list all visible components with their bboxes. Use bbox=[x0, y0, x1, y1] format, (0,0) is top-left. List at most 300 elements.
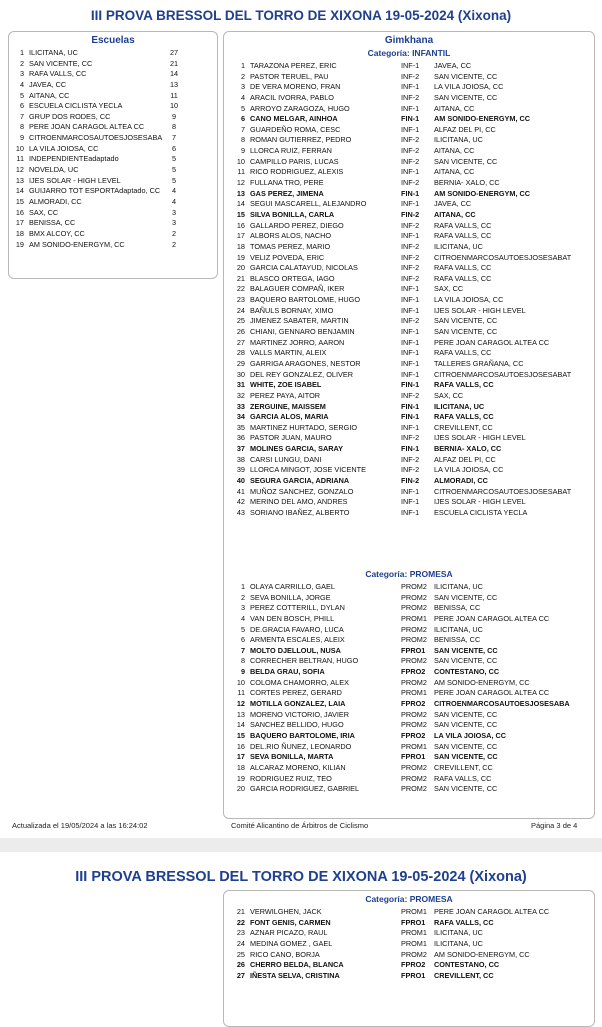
rider-position: 6 bbox=[240, 635, 245, 645]
rider-club: LA VILA JOIOSA, CC bbox=[434, 295, 504, 305]
page-number: Página 3 de 4 bbox=[531, 821, 578, 830]
rider-row bbox=[224, 667, 594, 678]
rider-row bbox=[224, 146, 594, 157]
rider-club: SAN VICENTE, CC bbox=[434, 656, 498, 666]
rider-row bbox=[224, 327, 594, 338]
school-points: 3 bbox=[171, 218, 177, 228]
rider-position: 17 bbox=[236, 231, 245, 241]
rank-position: 3 bbox=[19, 69, 24, 79]
rider-category: INF-2 bbox=[401, 390, 420, 400]
rider-club: TALLERES GRAÑANA, CC bbox=[434, 358, 524, 368]
rider-category: INF-2 bbox=[401, 241, 420, 251]
school-points: 7 bbox=[171, 133, 177, 143]
school-name: ALMORADI, CC bbox=[29, 196, 82, 206]
school-points: 8 bbox=[171, 122, 177, 132]
rider-category: FIN-1 bbox=[401, 401, 420, 411]
rider-club: RAFA VALLS, CC bbox=[434, 231, 492, 241]
rider-category: INF-1 bbox=[401, 124, 420, 134]
rider-category: INF-1 bbox=[401, 422, 420, 432]
rider-category: INF-2 bbox=[401, 178, 420, 188]
rider-category: PROM1 bbox=[401, 928, 427, 938]
rider-category: FPRO2 bbox=[401, 667, 426, 677]
rider-name: LLORCA RUIZ, FERRAN bbox=[250, 146, 332, 156]
rider-position: 39 bbox=[236, 465, 245, 475]
rider-row bbox=[224, 199, 594, 210]
rider-name: VELIZ POVEDA, ERIC bbox=[250, 252, 325, 262]
school-row bbox=[9, 165, 217, 176]
rank-position: 16 bbox=[15, 207, 24, 217]
rider-row bbox=[224, 295, 594, 306]
rank-position: 19 bbox=[15, 239, 24, 249]
rider-position: 22 bbox=[236, 284, 245, 294]
school-name: SAN VICENTE, CC bbox=[29, 58, 93, 68]
rider-category: FIN-1 bbox=[401, 444, 420, 454]
rider-position: 38 bbox=[236, 454, 245, 464]
rider-club: SAN VICENTE, CC bbox=[434, 752, 498, 762]
rider-name: SILVA BONILLA, CARLA bbox=[250, 209, 335, 219]
infantil-results-list bbox=[224, 61, 594, 519]
rider-name: RICO RODRIGUEZ, ALEXIS bbox=[250, 167, 344, 177]
rider-position: 2 bbox=[240, 592, 245, 602]
rider-position: 1 bbox=[240, 582, 245, 591]
rider-row bbox=[224, 603, 594, 614]
rider-row bbox=[224, 960, 594, 971]
rider-name: RICO CANO, BORJA bbox=[250, 949, 320, 959]
rider-name: MARTINEZ HURTADO, SERGIO bbox=[250, 422, 358, 432]
rider-row bbox=[224, 582, 594, 593]
school-row bbox=[9, 176, 217, 187]
rider-row bbox=[224, 93, 594, 104]
rider-name: VALLS MARTIN, ALEIX bbox=[250, 348, 327, 358]
rider-position: 26 bbox=[236, 960, 245, 970]
rider-name: BELDA GRAU, SOFIA bbox=[250, 667, 325, 677]
rider-category: INF-2 bbox=[401, 454, 420, 464]
rider-name: DE.GRACIA FAVARO, LUCA bbox=[250, 624, 344, 634]
rider-name: MOLINES GARCIA, SARAY bbox=[250, 444, 343, 454]
rider-name: ZERGUINE, MAISSEM bbox=[250, 401, 326, 411]
rider-name: CHERRO BELDA, BLANCA bbox=[250, 960, 344, 970]
rider-position: 7 bbox=[240, 124, 245, 134]
rider-name: GUARDEÑO ROMA, CESC bbox=[250, 124, 341, 134]
rider-name: PASTOR JUAN, MAURO bbox=[250, 433, 332, 443]
page-title-continued: III PROVA BRESSOL DEL TORRO DE XIXONA 19-05-2024 (Xixona) bbox=[75, 869, 527, 885]
rider-club: ALMORADI, CC bbox=[434, 475, 488, 485]
rider-category: PROM2 bbox=[401, 656, 427, 666]
rider-row bbox=[224, 242, 594, 253]
rider-position: 41 bbox=[236, 486, 245, 496]
rider-row bbox=[224, 752, 594, 763]
rider-name: BAÑULS BORNAY, XIMO bbox=[250, 305, 334, 315]
rider-position: 35 bbox=[236, 422, 245, 432]
school-row bbox=[9, 101, 217, 112]
school-row bbox=[9, 122, 217, 133]
rider-row bbox=[224, 402, 594, 413]
rank-position: 10 bbox=[15, 143, 24, 153]
rider-category: INF-1 bbox=[401, 284, 420, 294]
rider-club: ILICITANA, UC bbox=[434, 241, 483, 251]
rider-position: 22 bbox=[236, 917, 245, 927]
rider-club: RAFA VALLS, CC bbox=[434, 773, 492, 783]
rank-position: 8 bbox=[19, 122, 24, 132]
gimkhana-header: Gimkhana bbox=[384, 35, 434, 46]
rider-position: 4 bbox=[240, 613, 245, 623]
rider-row bbox=[224, 710, 594, 721]
rider-row bbox=[224, 646, 594, 657]
rider-category: PROM2 bbox=[401, 720, 427, 730]
rider-category: FPRO2 bbox=[401, 730, 426, 740]
rider-position: 4 bbox=[240, 92, 245, 102]
rider-club: CONTESTANO, CC bbox=[434, 960, 500, 970]
rider-category: FPRO1 bbox=[401, 917, 426, 927]
rider-name: MUÑOZ SANCHEZ, GONZALO bbox=[250, 486, 354, 496]
school-points: 27 bbox=[169, 48, 179, 57]
school-name: LA VILA JOIOSA, CC bbox=[29, 143, 99, 153]
rider-category: PROM2 bbox=[401, 582, 427, 591]
rider-position: 18 bbox=[236, 762, 245, 772]
rider-category: PROM2 bbox=[401, 773, 427, 783]
rider-club: SAN VICENTE, CC bbox=[434, 784, 498, 794]
committee-name: Comité Alicantino de Árbitros de Ciclismo bbox=[231, 821, 369, 830]
rank-position: 13 bbox=[15, 175, 24, 185]
rider-club: SAN VICENTE, CC bbox=[434, 741, 498, 751]
rank-position: 1 bbox=[19, 48, 24, 57]
rank-position: 5 bbox=[19, 90, 24, 100]
rider-name: BAQUERO BARTOLOME, IRIA bbox=[250, 730, 355, 740]
rider-position: 3 bbox=[240, 603, 245, 613]
rider-name: VERWILGHEN, JACK bbox=[250, 907, 322, 916]
rider-position: 9 bbox=[240, 667, 245, 677]
rider-row bbox=[224, 918, 594, 929]
rider-name: SEGURA GARCIA, ADRIANA bbox=[250, 475, 350, 485]
rider-club: LA VILA JOIOSA, CC bbox=[434, 82, 504, 92]
rider-row bbox=[224, 593, 594, 604]
rider-name: WHITE, ZOE ISABEL bbox=[250, 380, 322, 390]
rider-row bbox=[224, 971, 594, 982]
rider-name: LLORCA MINGOT, JOSE VICENTE bbox=[250, 465, 366, 475]
rider-position: 11 bbox=[237, 167, 245, 177]
rider-club: SAN VICENTE, CC bbox=[434, 709, 498, 719]
rider-position: 23 bbox=[236, 928, 245, 938]
rider-name: SEVA BONILLA, JORGE bbox=[250, 592, 331, 602]
rider-name: CORTES PEREZ, GERARD bbox=[250, 688, 342, 698]
rider-row bbox=[224, 444, 594, 455]
rider-row bbox=[224, 274, 594, 285]
rider-position: 40 bbox=[236, 475, 245, 485]
rider-position: 19 bbox=[236, 252, 245, 262]
rider-position: 43 bbox=[236, 507, 245, 517]
rider-club: RAFA VALLS, CC bbox=[434, 348, 492, 358]
rider-category: PROM1 bbox=[401, 938, 427, 948]
school-points: 9 bbox=[171, 111, 177, 121]
rider-row bbox=[224, 497, 594, 508]
rider-club: PERE JOAN CARAGOL ALTEA CC bbox=[434, 688, 550, 698]
rider-position: 17 bbox=[236, 752, 245, 762]
rider-row bbox=[224, 167, 594, 178]
rider-category: INF-2 bbox=[401, 135, 420, 145]
rider-row bbox=[224, 306, 594, 317]
rider-category: INF-2 bbox=[401, 252, 420, 262]
school-points: 11 bbox=[170, 90, 178, 100]
rider-category: INF-1 bbox=[401, 305, 420, 315]
rider-club: ESCUELA CICLISTA YECLA bbox=[434, 507, 528, 517]
rider-position: 29 bbox=[236, 358, 245, 368]
rider-row bbox=[224, 742, 594, 753]
schools-list bbox=[9, 48, 217, 250]
school-row bbox=[9, 186, 217, 197]
rider-club: IJES SOLAR - HIGH LEVEL bbox=[434, 305, 526, 315]
rider-position: 6 bbox=[240, 114, 245, 124]
rider-position: 16 bbox=[236, 741, 245, 751]
rider-name: MORENO VICTORIO, JAVIER bbox=[250, 709, 350, 719]
rider-row bbox=[224, 625, 594, 636]
rider-name: ALCARAZ MORENO, KILIAN bbox=[250, 762, 346, 772]
school-points: 14 bbox=[169, 69, 179, 79]
rider-position: 12 bbox=[236, 699, 245, 709]
rider-category: PROM2 bbox=[401, 635, 427, 645]
rider-category: PROM2 bbox=[401, 677, 427, 687]
rider-row bbox=[224, 678, 594, 689]
rider-position: 34 bbox=[236, 412, 245, 422]
rider-club: ILICITANA, UC bbox=[434, 938, 483, 948]
rider-category: INF-1 bbox=[401, 199, 420, 209]
rider-name: SEGUI MASCARELL, ALEJANDRO bbox=[250, 199, 367, 209]
rider-club: LA VILA JOIOSA, CC bbox=[434, 465, 504, 475]
rider-row bbox=[224, 284, 594, 295]
rider-club: ILICITANA, UC bbox=[434, 624, 483, 634]
rider-category: FIN-2 bbox=[401, 475, 420, 485]
school-name: AITANA, CC bbox=[29, 90, 70, 100]
rider-name: SORIANO IBAÑEZ, ALBERTO bbox=[250, 507, 350, 517]
rider-club: SAN VICENTE, CC bbox=[434, 645, 498, 655]
rider-category: FIN-1 bbox=[401, 380, 420, 390]
rider-row bbox=[224, 774, 594, 785]
school-points: 10 bbox=[169, 101, 179, 111]
rider-row bbox=[224, 231, 594, 242]
rider-club: ALFAZ DEL PI, CC bbox=[434, 454, 496, 464]
rider-row bbox=[224, 316, 594, 327]
rider-position: 21 bbox=[236, 273, 245, 283]
rider-category: INF-2 bbox=[401, 273, 420, 283]
rider-category: INF-1 bbox=[401, 507, 420, 517]
rider-name: BLASCO ORTEGA, IAGO bbox=[250, 273, 335, 283]
rider-position: 5 bbox=[240, 624, 245, 634]
rider-name: ALBORS ALOS, NACHO bbox=[250, 231, 332, 241]
rider-club: CITROENMARCOSAUTOESJOSESABA bbox=[434, 699, 570, 709]
rider-category: INF-1 bbox=[401, 327, 420, 337]
rider-row bbox=[224, 907, 594, 918]
rider-position: 25 bbox=[236, 949, 245, 959]
rider-position: 33 bbox=[236, 401, 245, 411]
school-row bbox=[9, 133, 217, 144]
rank-position: 7 bbox=[19, 111, 24, 121]
rider-row bbox=[224, 784, 594, 795]
rider-club: AITANA, CC bbox=[434, 146, 475, 156]
rider-category: FIN-2 bbox=[401, 209, 420, 219]
rider-name: GARCIA CALATAYUD, NICOLAS bbox=[250, 263, 358, 273]
promesa-continued-header: Categoría: PROMESA bbox=[365, 894, 453, 904]
rider-position: 24 bbox=[236, 938, 245, 948]
rider-club: PERE JOAN CARAGOL ALTEA CC bbox=[434, 613, 550, 623]
rider-name: VAN DEN BOSCH, PHILL bbox=[250, 613, 335, 623]
rank-position: 11 bbox=[16, 154, 24, 164]
school-points: 3 bbox=[171, 207, 177, 217]
rider-club: CITROENMARCOSAUTOESJOSESABAT bbox=[434, 486, 572, 496]
rider-name: GARRIGA ARAGONES, NESTOR bbox=[250, 358, 361, 368]
school-points: 5 bbox=[171, 165, 177, 175]
rider-name: CAMPILLO PARIS, LUCAS bbox=[250, 156, 339, 166]
rider-category: INF-1 bbox=[401, 295, 420, 305]
rider-name: TARAZONA PEREZ, ERIC bbox=[250, 61, 337, 70]
rider-club: AM SONIDO-ENERGYM, CC bbox=[434, 188, 531, 198]
school-points: 21 bbox=[169, 58, 179, 68]
rider-category: INF-1 bbox=[401, 486, 420, 496]
rank-position: 18 bbox=[15, 228, 24, 238]
rider-category: INF-1 bbox=[401, 358, 420, 368]
gimkhana-results-box bbox=[223, 31, 595, 819]
school-points: 6 bbox=[171, 143, 177, 153]
rider-row bbox=[224, 699, 594, 710]
rider-club: PERE JOAN CARAGOL ALTEA CC bbox=[434, 907, 550, 916]
rider-name: GARCIA RODRIGUEZ, GABRIEL bbox=[250, 784, 360, 794]
rider-row bbox=[224, 338, 594, 349]
rider-position: 21 bbox=[236, 907, 245, 916]
rider-category: INF-2 bbox=[401, 220, 420, 230]
rider-name: ARACIL IVORRA, PABLO bbox=[250, 92, 334, 102]
rider-category: PROM1 bbox=[401, 907, 427, 916]
school-row bbox=[9, 197, 217, 208]
rider-row bbox=[224, 508, 594, 519]
infantil-category-header: Categoría: INFANTIL bbox=[367, 48, 451, 58]
schools-ranking-box bbox=[8, 31, 218, 279]
rider-club: SAX, CC bbox=[434, 390, 464, 400]
page-title: III PROVA BRESSOL DEL TORRO DE XIXONA 19-05-2024 (Xixona) bbox=[90, 8, 512, 23]
rider-row bbox=[224, 114, 594, 125]
rider-club: SAN VICENTE, CC bbox=[434, 156, 498, 166]
rider-category: INF-1 bbox=[401, 337, 420, 347]
rider-category: INF-2 bbox=[401, 71, 420, 81]
rider-row bbox=[224, 950, 594, 961]
rider-category: INF-2 bbox=[401, 146, 420, 156]
schools-header: Escuelas bbox=[91, 35, 135, 46]
rider-position: 14 bbox=[236, 720, 245, 730]
rider-position: 11 bbox=[237, 688, 245, 698]
rider-club: AM SONIDO-ENERGYM, CC bbox=[434, 114, 531, 124]
rider-club: SAN VICENTE, CC bbox=[434, 316, 498, 326]
rider-category: FPRO2 bbox=[401, 699, 426, 709]
rider-position: 27 bbox=[236, 970, 245, 980]
rider-name: CARSI LUNGU, DANI bbox=[250, 454, 322, 464]
rider-category: PROM1 bbox=[401, 688, 427, 698]
rider-name: BAQUERO BARTOLOME, HUGO bbox=[250, 295, 361, 305]
rider-name: JIMENEZ SABATER, MARTIN bbox=[250, 316, 349, 326]
rider-row bbox=[224, 72, 594, 83]
rider-name: COLOMA CHAMORRO, ALEX bbox=[250, 677, 349, 687]
rider-position: 23 bbox=[236, 295, 245, 305]
rider-position: 25 bbox=[236, 316, 245, 326]
rider-row bbox=[224, 125, 594, 136]
rider-position: 19 bbox=[236, 773, 245, 783]
promesa-category-header: Categoría: PROMESA bbox=[365, 569, 453, 579]
school-name: IJES SOLAR - HIGH LEVEL bbox=[29, 175, 121, 185]
rider-name: RODRIGUEZ RUIZ, TEO bbox=[250, 773, 332, 783]
rider-name: CANO MELGAR, AINHOA bbox=[250, 114, 338, 124]
rank-position: 2 bbox=[19, 58, 24, 68]
school-name: PERE JOAN CARAGOL ALTEA CC bbox=[29, 122, 145, 132]
rider-name: GARCIA ALOS, MARIA bbox=[250, 412, 329, 422]
rider-row bbox=[224, 380, 594, 391]
school-points: 13 bbox=[169, 79, 179, 89]
rider-category: INF-2 bbox=[401, 156, 420, 166]
school-name: INDEPENDIENTEadaptado bbox=[29, 154, 119, 164]
school-name: CITROENMARCOSAUTOESJOSESABA bbox=[29, 133, 163, 143]
rider-club: ILICITANA, UC bbox=[434, 582, 483, 591]
rider-position: 8 bbox=[240, 656, 245, 666]
promesa-results-list bbox=[224, 582, 594, 795]
rider-category: FIN-1 bbox=[401, 114, 420, 124]
rider-category: PROM2 bbox=[401, 592, 427, 602]
rider-row bbox=[224, 61, 594, 72]
promesa-continued-box bbox=[223, 890, 595, 1027]
rider-row bbox=[224, 731, 594, 742]
school-name: BMX ALCOY, CC bbox=[29, 228, 85, 238]
rider-row bbox=[224, 359, 594, 370]
rider-position: 5 bbox=[240, 103, 245, 113]
rider-club: CREVILLENT, CC bbox=[434, 762, 493, 772]
rider-name: DE VERA MORENO, FRAN bbox=[250, 82, 341, 92]
rider-club: AM SONIDO-ENERGYM, CC bbox=[434, 949, 530, 959]
rider-position: 2 bbox=[240, 71, 245, 81]
rider-name: MOTILLA GONZALEZ, LAIA bbox=[250, 699, 346, 709]
rider-row bbox=[224, 433, 594, 444]
rider-position: 26 bbox=[236, 327, 245, 337]
rider-club: ALFAZ DEL PI, CC bbox=[434, 124, 496, 134]
rider-club: RAFA VALLS, CC bbox=[434, 917, 494, 927]
rider-club: RAFA VALLS, CC bbox=[434, 380, 494, 390]
school-row bbox=[9, 69, 217, 80]
school-points: 4 bbox=[171, 186, 177, 196]
rider-position: 16 bbox=[236, 220, 245, 230]
rider-club: SAX, CC bbox=[434, 284, 464, 294]
rider-row bbox=[224, 476, 594, 487]
rider-row bbox=[224, 939, 594, 950]
school-name: ILICITANA, UC bbox=[29, 48, 78, 57]
rider-row bbox=[224, 465, 594, 476]
rider-position: 27 bbox=[236, 337, 245, 347]
rank-position: 9 bbox=[19, 133, 24, 143]
rider-club: AITANA, CC bbox=[434, 103, 475, 113]
rider-position: 18 bbox=[236, 241, 245, 251]
school-row bbox=[9, 218, 217, 229]
school-row bbox=[9, 240, 217, 251]
rider-category: INF-1 bbox=[401, 82, 420, 92]
rider-row bbox=[224, 348, 594, 359]
school-name: GUIJARRO TOT ESPORTAdaptado, CC bbox=[29, 186, 161, 196]
rider-position: 42 bbox=[236, 497, 245, 507]
school-row bbox=[9, 144, 217, 155]
rider-category: PROM2 bbox=[401, 949, 427, 959]
rank-position: 17 bbox=[15, 218, 24, 228]
rider-name: ARMENTA ESCALES, ALEIX bbox=[250, 635, 345, 645]
rider-category: INF-1 bbox=[401, 369, 420, 379]
rider-category: INF-2 bbox=[401, 465, 420, 475]
rider-name: OLAYA CARRILLO, GAEL bbox=[250, 582, 335, 591]
rider-club: SAN VICENTE, CC bbox=[434, 720, 498, 730]
rider-name: SEVA BONILLA, MARTA bbox=[250, 752, 334, 762]
school-points: 5 bbox=[171, 175, 177, 185]
rider-club: BERNIA- XALO, CC bbox=[434, 178, 500, 188]
rider-category: PROM1 bbox=[401, 613, 427, 623]
rider-category: INF-1 bbox=[401, 348, 420, 358]
